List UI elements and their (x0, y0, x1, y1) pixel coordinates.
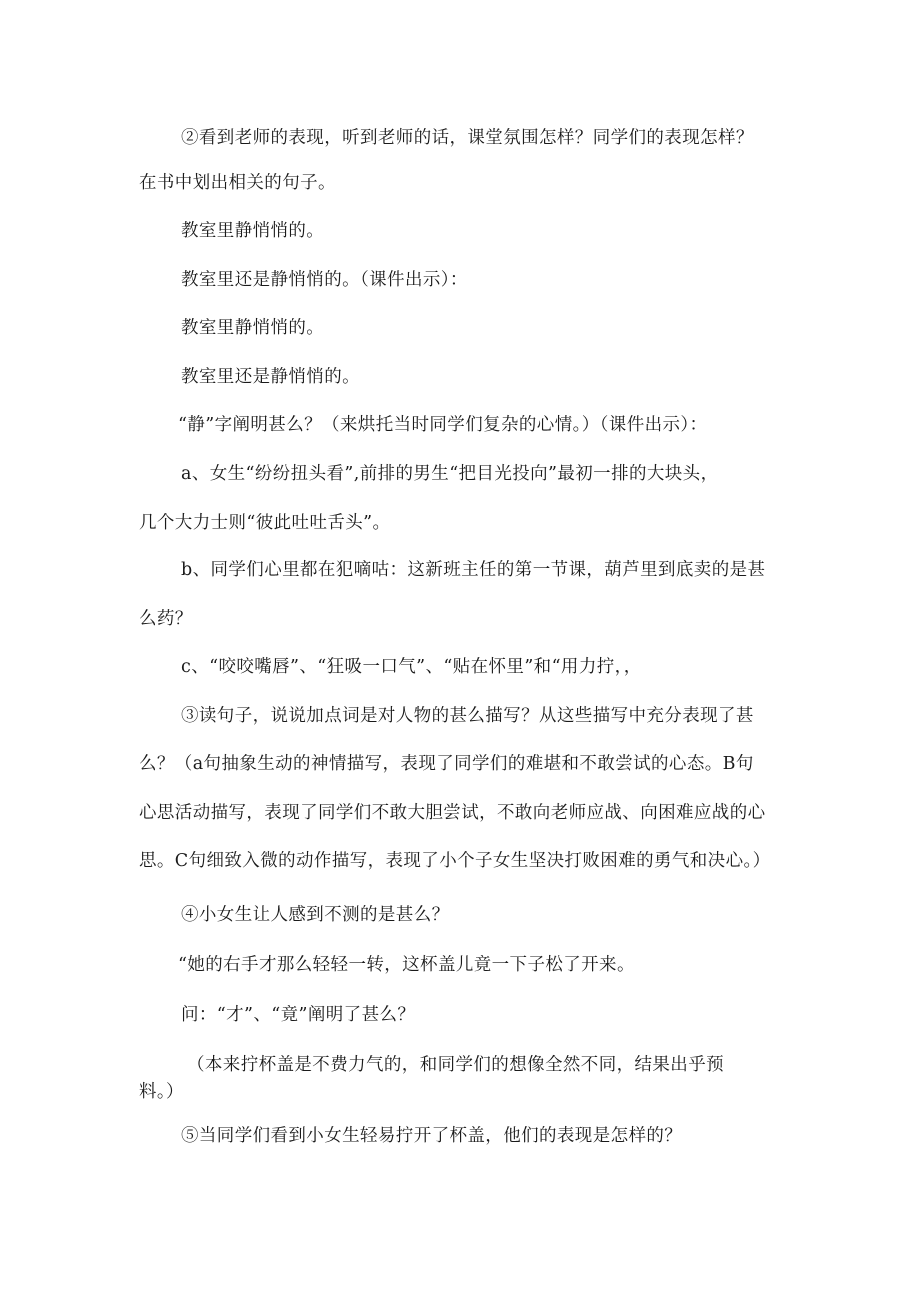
paragraph-question-3-line-4: 思。C句细致入微的动作描写，表现了小个子女生坚决打败困难的勇气和决心。） (139, 851, 771, 871)
paragraph-question-3-line-3: 心思活动描写，表现了同学们不敢大胆尝试，不敢向老师应战、向困难应战的心 (139, 803, 766, 823)
paragraph-c: c、“咬咬嘴唇”、“狂吸一口气”、“贴在怀里”和“用力拧，， (181, 657, 642, 677)
paragraph-b-line-2: 么药？ (139, 609, 193, 629)
paragraph-answer-line-2: 料。） (139, 1082, 184, 1102)
paragraph-question-3-line-1: ③读句子，说说加点词是对人物的甚么描写？从这些描写中充分表现了甚 (181, 706, 754, 726)
quote-classroom-quiet-2: 教室里静悄悄的。 (181, 318, 325, 338)
quote-classroom-quiet-1: 教室里静悄悄的。 (181, 221, 325, 241)
paragraph-a-line-1: a、女生“纷纷扭头看”,前排的男生“把目光投向”最初一排的大块头， (181, 464, 719, 484)
paragraph-question-3-line-2: 么？（a句抽象生动的神情描写，表现了同学们的难堪和不敢尝试的心态。B句 (139, 754, 754, 774)
paragraph-b-line-1: b、同学们心里都在犯嘀咕：这新班主任的第一节课，葫芦里到底卖的是甚 (181, 560, 766, 580)
paragraph-jing-meaning: “静”字阐明甚么？（来烘托当时同学们复杂的心情。）（课件出示）： (178, 415, 708, 435)
quote-classroom-still-quiet-1: 教室里还是静悄悄的。（课件出示）： (181, 270, 468, 290)
paragraph-answer-line-1: （本来拧杯盖是不费力气的，和同学们的想像全然不同，结果出乎预 (187, 1055, 724, 1075)
paragraph-question-2-line-2: 在书中划出相关的句子。 (139, 173, 336, 193)
paragraph-a-line-2: 几个大力士则“彼此吐吐舌头”。 (139, 513, 391, 533)
quote-classroom-still-quiet-2: 教室里还是静悄悄的。 (181, 367, 360, 387)
paragraph-ask-cai-jing: 问：“才”、“竟”阐明了甚么？ (181, 1005, 416, 1025)
quote-right-hand-turn: “她的右手才那么轻轻一转，这杯盖儿竟一下子松了开来。 (178, 955, 635, 975)
paragraph-question-2-line-1: ②看到老师的表现，听到老师的话，课堂氛围怎样？同学们的表现怎样？ (181, 128, 754, 148)
paragraph-question-4: ④小女生让人感到不测的是甚么？ (181, 905, 450, 925)
paragraph-question-5: ⑤当同学们看到小女生轻易拧开了杯盖，他们的表现是怎样的？ (181, 1126, 683, 1146)
